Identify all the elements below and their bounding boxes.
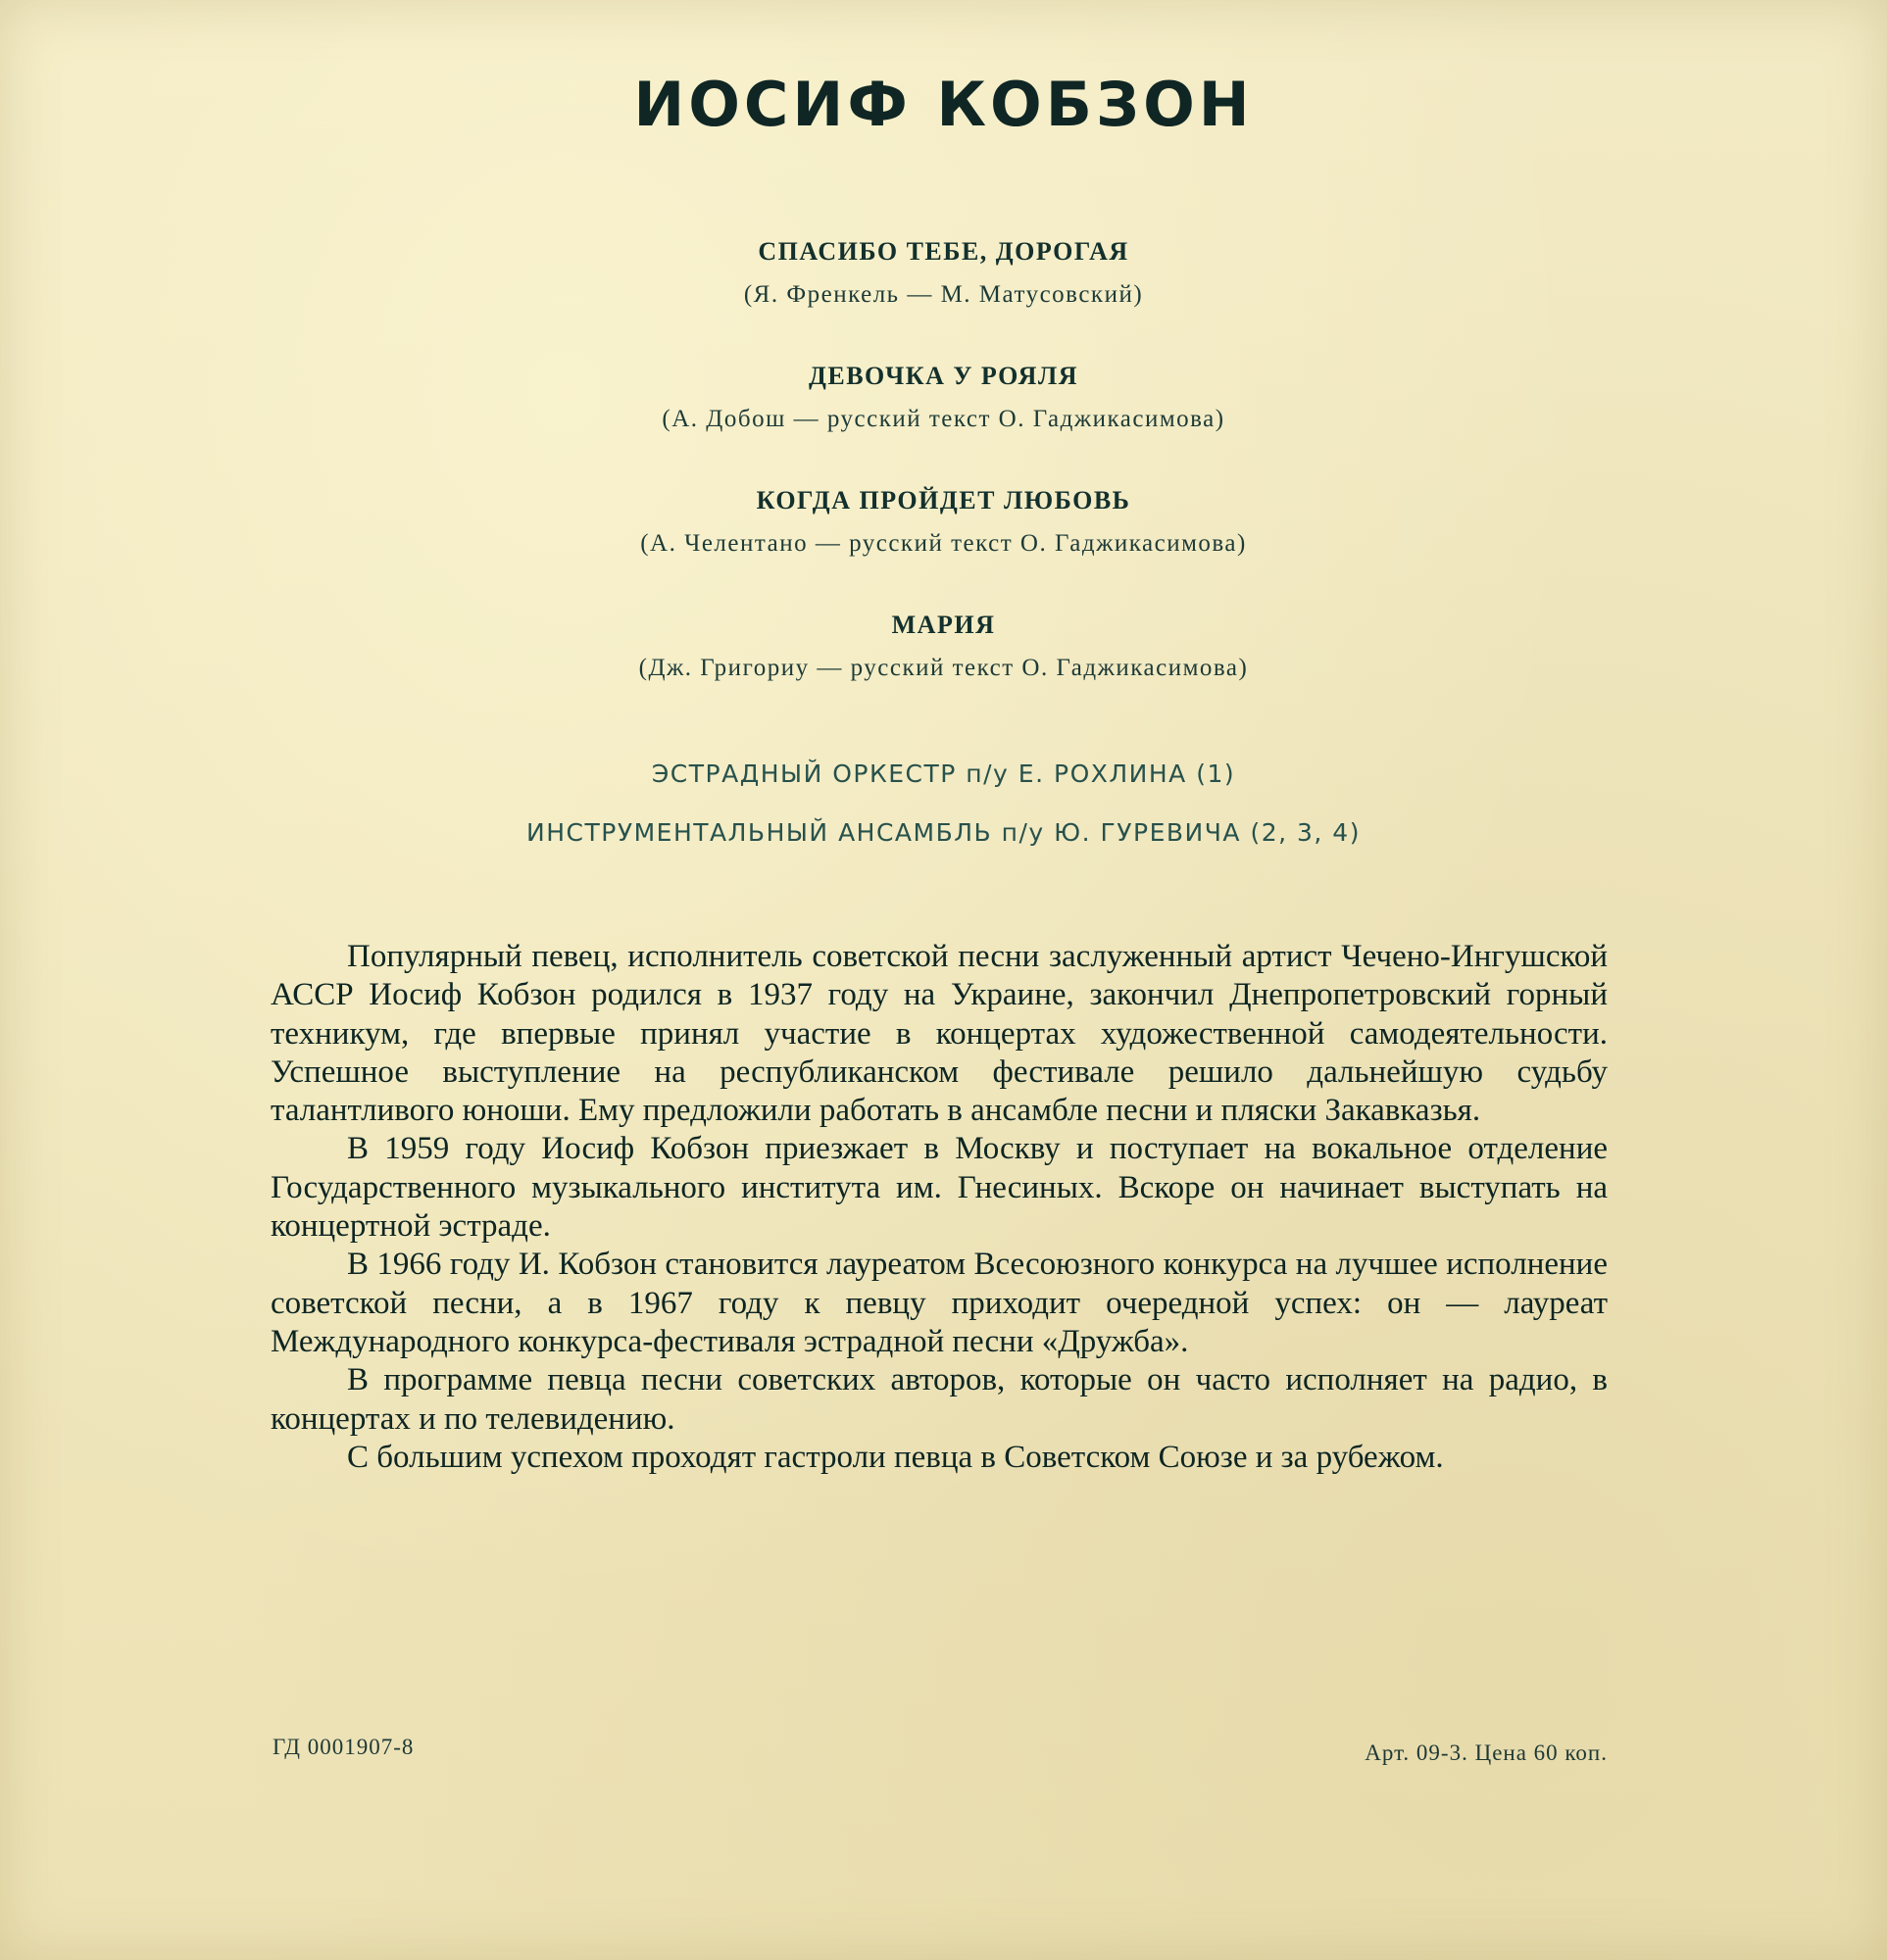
track-item — [0, 352, 1887, 438]
track-credit: (А. Челентано — русский текст О. Гаджикасимова) — [640, 530, 1247, 557]
bio-paragraph: В 1959 году Иосиф Кобзон приезжает в Москву и поступает на вокальное отделение Государственного музыкального института им. Гнесиных. Вскоре он начинает выступать на концертной эстраде. — [271, 1131, 1608, 1245]
artist-title: ИОСИФ КОБЗОН — [633, 69, 1254, 140]
track-title: МАРИЯ — [891, 611, 996, 639]
track-credit: (А. Добош — русский текст О. Гаджикасимова) — [662, 406, 1225, 432]
track-title: КОГДА ПРОЙДЕТ ЛЮБОВЬ — [756, 486, 1131, 514]
bio-paragraph: В 1966 году И. Кобзон становится лауреатом Всесоюзного конкурса на лучшее исполнение советской песни, а в 1967 году к певцу приходит очередной успех: он — лауреат Международного конкурса-фестиваля эстрадной песни «Дружба». — [271, 1247, 1608, 1359]
bio-paragraph: С большим успехом проходят гастроли певца в Советском Союзе и за рубежом. — [347, 1439, 1444, 1475]
track-item — [0, 601, 1887, 687]
performer-ensemble: ИНСТРУМЕНТАЛЬНЫЙ АНСАМБЛЬ п/у Ю. ГУРЕВИЧА (2, 3, 4) — [526, 818, 1361, 847]
catalog-code: ГД 0001907-8 — [273, 1735, 415, 1759]
track-list — [0, 227, 1887, 725]
track-item — [0, 476, 1887, 563]
track-item — [0, 227, 1887, 314]
bio-paragraph: В программе певца песни советских авторов, которые он часто исполняет на радио, в концертах и по телевидению. — [271, 1362, 1608, 1437]
performer-orchestra: ЭСТРАДНЫЙ ОРКЕСТР п/у Е. РОХЛИНА (1) — [651, 760, 1236, 788]
track-credit: (Я. Френкель — М. Матусовский) — [743, 281, 1144, 308]
track-credit: (Дж. Григориу — русский текст О. Гаджикасимова) — [638, 655, 1249, 681]
price-label: Арт. 09-3. Цена 60 коп. — [1365, 1740, 1608, 1765]
track-title: ДЕВОЧКА У РОЯЛЯ — [808, 362, 1079, 390]
bio-paragraph: Популярный певец, исполнитель советской песни заслуженный артист Чечено-Ингушской АССР Иосиф Кобзон родился в 1937 году на Украине, закончил Днепропетровский горный техникум, где впервые принял участие в концертах художественной самодеятельности. Успешное выступление на республиканском фестивале решило дальнейшую судьбу талантливого юноши. Ему предложили работать в ансамбле песни и пляски Закавказья. — [271, 939, 1608, 1129]
biography-text — [271, 938, 1608, 1477]
performers-block — [0, 745, 1887, 862]
track-title: СПАСИБО ТЕБЕ, ДОРОГАЯ — [758, 237, 1129, 266]
